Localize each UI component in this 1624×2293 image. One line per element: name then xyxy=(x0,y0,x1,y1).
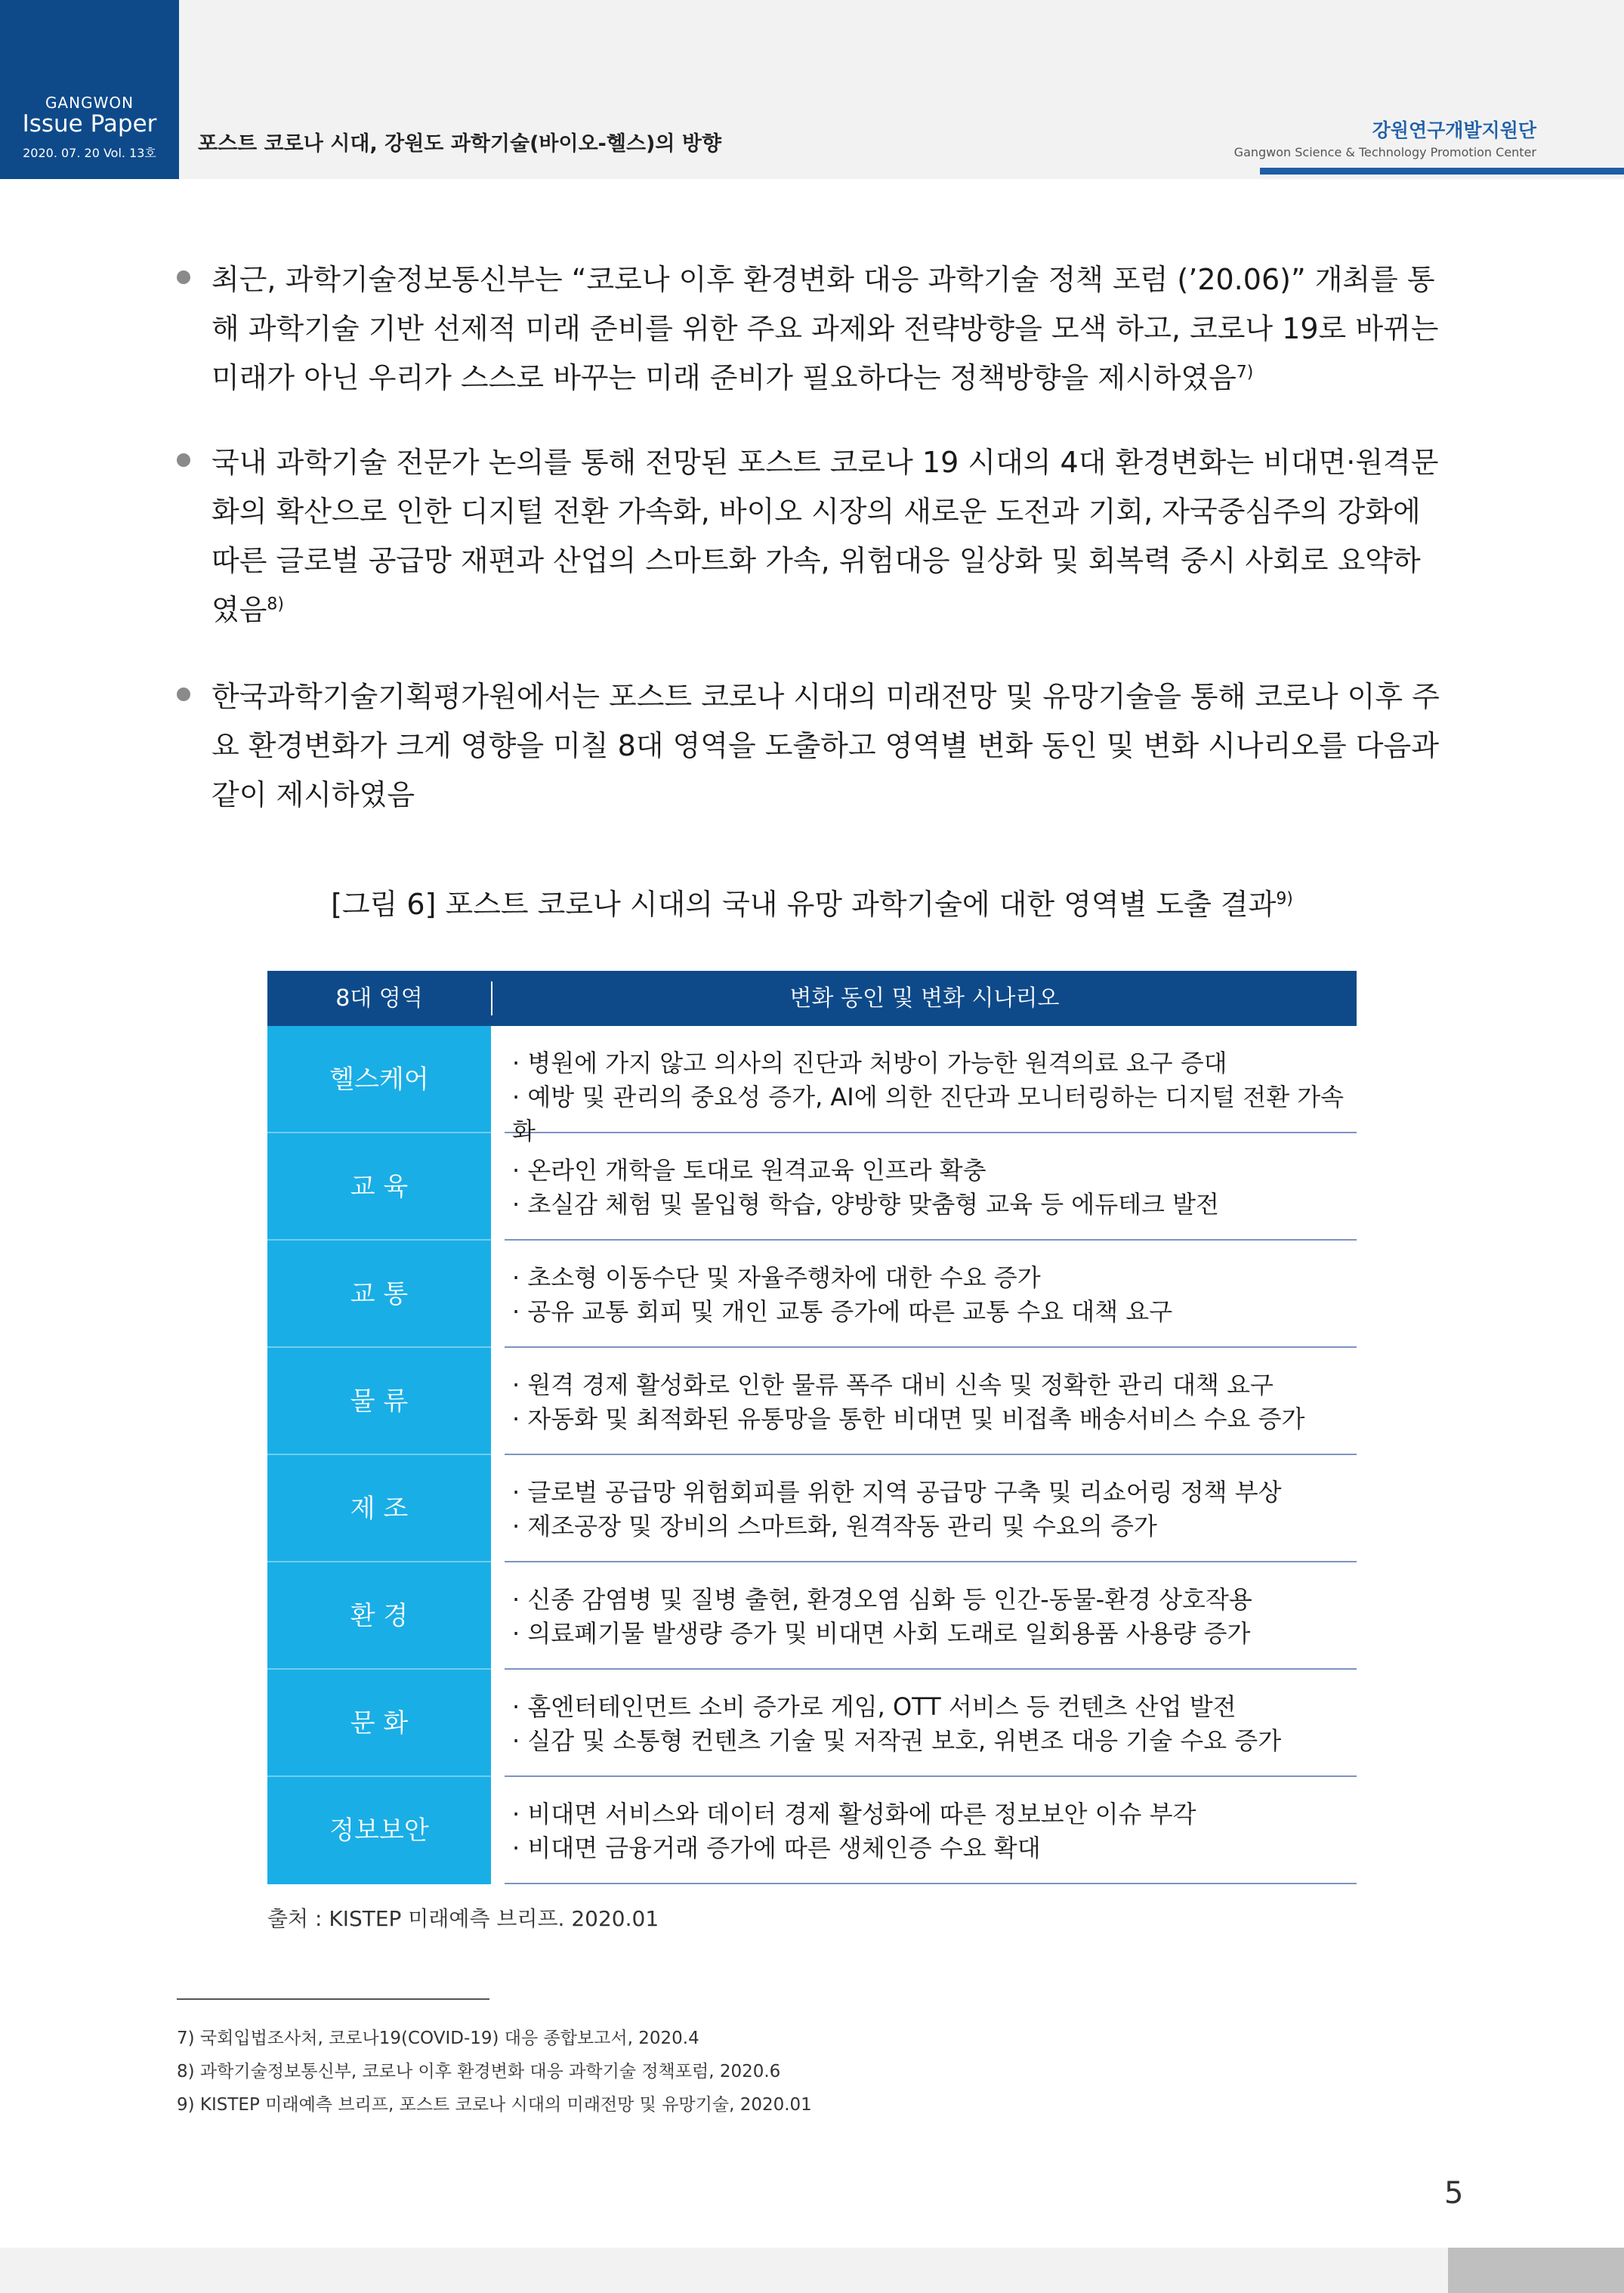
scenario-line: · 초소형 이동수단 및 자율주행차에 대한 수요 증가 xyxy=(512,1263,1041,1292)
scenario-line: · 신종 감염병 및 질병 출현, 환경오염 심화 등 인간-동물-환경 상호작용 xyxy=(512,1585,1252,1614)
figure-caption-text: [그림 6] 포스트 코로나 시대의 국내 유망 과학기술에 대한 영역별 도출 결과 xyxy=(331,888,1277,921)
scenario-line: · 의료폐기물 발생량 증가 및 비대면 사회 도래로 일회용품 사용량 증가 xyxy=(512,1619,1251,1648)
scenario-cell xyxy=(505,1026,1357,1145)
bullet-dot-icon xyxy=(177,270,190,284)
scenario-cell xyxy=(505,1562,1357,1670)
table-row xyxy=(267,1777,1357,1884)
bullet-paragraph xyxy=(177,438,1446,635)
table-row xyxy=(267,1348,1357,1455)
issue-paper-logo xyxy=(0,0,179,179)
scenario-line: · 원격 경제 활성화로 인한 물류 폭주 대비 신속 및 정확한 관리 대책 요구 xyxy=(512,1371,1274,1399)
org-name-ko: 강원연구개발지원단 xyxy=(1372,119,1536,141)
paragraph-text: 한국과학기술기획평가원에서는 포스트 코로나 시대의 미래전망 및 유망기술을 통해 코로나 이후 주요 환경변화가 크게 영향을 미칠 8대 영역을 도출하고 영역별 변화 동인 및 변화 시나리오를 다음과 같이 제시하였음 xyxy=(211,680,1440,811)
area-cell: 정보보안 xyxy=(267,1777,491,1884)
areas-table xyxy=(267,971,1357,1884)
footnote: 8) 과학기술정보통신부, 코로나 이후 환경변화 대응 과학기술 정책포럼, 2020.6 xyxy=(177,2062,781,2081)
area-cell: 교 통 xyxy=(267,1241,491,1348)
scenario-line: · 공유 교통 회피 및 개인 교통 증가에 따른 교통 수요 대책 요구 xyxy=(512,1297,1173,1326)
figure-source: 출처 : KISTEP 미래예측 브리프. 2020.01 xyxy=(267,1906,659,1931)
scenario-cell xyxy=(505,1777,1357,1884)
scenario-cell xyxy=(505,1670,1357,1777)
table-row xyxy=(267,1455,1357,1562)
scenario-cell xyxy=(505,1455,1357,1562)
area-cell: 교 육 xyxy=(267,1133,491,1241)
area-cell: 환 경 xyxy=(267,1562,491,1670)
footnote-ref: 7) xyxy=(1236,363,1254,382)
scenario-cell xyxy=(505,1241,1357,1348)
scenario-cell xyxy=(505,1348,1357,1455)
footer-corner xyxy=(1448,2248,1624,2293)
scenario-line: · 제조공장 및 장비의 스마트화, 원격작동 관리 및 수요의 증가 xyxy=(512,1512,1157,1541)
bullet-dot-icon xyxy=(177,453,190,467)
table-row xyxy=(267,1133,1357,1241)
scenario-line: · 자동화 및 최적화된 유통망을 통한 비대면 및 비접촉 배송서비스 수요 증가 xyxy=(512,1405,1305,1433)
bullet-paragraph xyxy=(177,672,1446,820)
scenario-line: · 병원에 가지 않고 의사의 진단과 처방이 가능한 원격의료 요구 증대 xyxy=(512,1049,1227,1077)
running-title: 포스트 코로나 시대, 강원도 과학기술(바이오-헬스)의 방향 xyxy=(198,132,722,156)
area-cell: 물 류 xyxy=(267,1348,491,1455)
area-cell: 헬스케어 xyxy=(267,1026,491,1133)
table-row xyxy=(267,1241,1357,1348)
footer-bar xyxy=(0,2248,1448,2293)
scenario-line: · 글로벌 공급망 위험회피를 위한 지역 공급망 구축 및 리쇼어링 정책 부상 xyxy=(512,1478,1282,1507)
org-name-en: Gangwon Science & Technology Promotion Center xyxy=(1233,145,1536,159)
table-row xyxy=(267,1026,1357,1145)
figure-caption xyxy=(0,881,1624,922)
scenario-line: · 예방 및 관리의 중요성 증가, AI에 의한 진단과 모니터링하는 디지털 전환 가속화 xyxy=(512,1083,1345,1145)
scenario-cell xyxy=(505,1133,1357,1241)
table-header xyxy=(267,971,1357,1026)
page-number: 5 xyxy=(1444,2176,1464,2211)
scenario-line: · 실감 및 소통형 컨텐츠 기술 및 저작권 보호, 위변조 대응 기술 수요 증가 xyxy=(512,1726,1282,1755)
footnote: 9) KISTEP 미래예측 브리프, 포스트 코로나 시대의 미래전망 및 유망기술, 2020.01 xyxy=(177,2095,812,2115)
issue-date: 2020. 07. 20 Vol. 13호 xyxy=(23,146,156,160)
footnote-divider xyxy=(177,1998,489,2000)
footnote: 7) 국회입법조사처, 코로나19(COVID-19) 대응 종합보고서, 2020.4 xyxy=(177,2029,699,2048)
col-header-scenario: 변화 동인 및 변화 시나리오 xyxy=(789,985,1060,1012)
paragraph-text: 최근, 과학기술정보통신부는 “코로나 이후 환경변화 대응 과학기술 정책 포럼 (’20.06)” 개최를 통해 과학기술 기반 선제적 미래 준비를 위한 주요 과제와 전략방향을 모색 하고, 코로나 19로 바뀌는 미래가 아닌 우리가 스스로 바꾸는 미래 준비가 필요하다는 정책방향을 제시하였음 xyxy=(211,263,1439,394)
footnote-ref: 9) xyxy=(1276,889,1293,909)
area-cell: 제 조 xyxy=(267,1455,491,1562)
header-accent-line xyxy=(1260,168,1624,175)
table-row xyxy=(267,1562,1357,1670)
scenario-line: · 초실감 체험 및 몰입형 학습, 양방향 맞춤형 교육 등 에듀테크 발전 xyxy=(512,1190,1219,1219)
bullet-paragraph xyxy=(177,255,1446,403)
brand-top: GANGWON xyxy=(45,94,134,112)
paragraph-text: 국내 과학기술 전문가 논의를 통해 전망된 포스트 코로나 19 시대의 4대 환경변화는 비대면·원격문화의 확산으로 인한 디지털 전환 가속화, 바이오 시장의 새로운 도전과 기회, 자국중심주의 강화에 따른 글로벌 공급망 재편과 산업의 스마트화 가속, 위험대응 일상화 및 회복력 중시 사회로 요약하였음 xyxy=(211,446,1439,626)
scenario-line: · 온라인 개학을 토대로 원격교육 인프라 확충 xyxy=(512,1156,986,1185)
bullet-dot-icon xyxy=(177,688,190,701)
scenario-line: · 비대면 서비스와 데이터 경제 활성화에 따른 정보보안 이슈 부각 xyxy=(512,1800,1196,1828)
brand-main: Issue Paper xyxy=(22,110,157,138)
col-header-area: 8대 영역 xyxy=(335,985,423,1012)
scenario-line: · 홈엔터테인먼트 소비 증가로 게임, OTT 서비스 등 컨텐츠 산업 발전 xyxy=(512,1692,1237,1721)
scenario-line: · 비대면 금융거래 증가에 따른 생체인증 수요 확대 xyxy=(512,1834,1041,1862)
table-row xyxy=(267,1670,1357,1777)
area-cell: 문 화 xyxy=(267,1670,491,1777)
footnote-ref: 8) xyxy=(267,595,285,614)
